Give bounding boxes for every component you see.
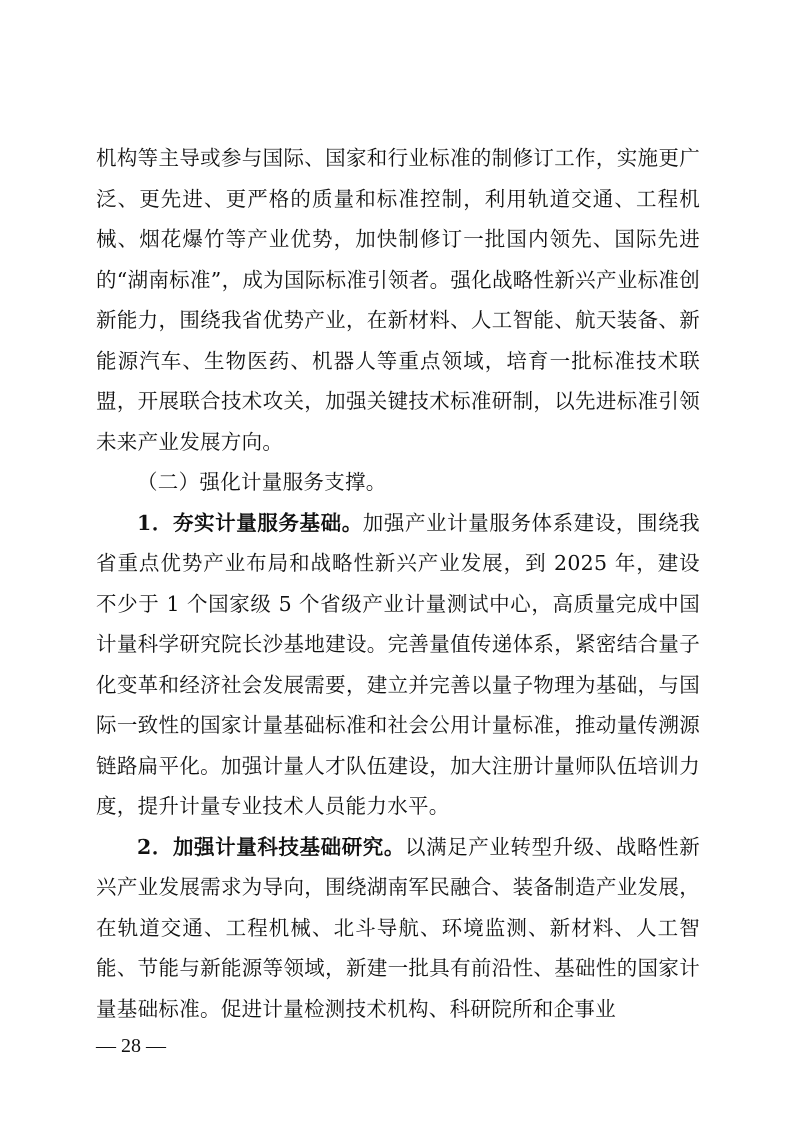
paragraph-lead-heading: 2．加强计量科技基础研究。 (137, 834, 405, 859)
document-body (96, 138, 700, 1029)
section-heading-metrology (96, 462, 700, 503)
section-heading-text: （二）强化计量服务支撑。 (137, 470, 387, 494)
page-number: — 28 — (96, 1035, 166, 1057)
paragraph-text: 以满足产业转型升级、战略性新兴产业发展需求为导向，围绕湖南军民融合、装备制造产业发展，在轨道交通、工程机械、北斗导航、环境监测、新材料、人工智能、节能与新能源等领域，新建一批具有前沿性、基础性的国家计量基础标准。促进计量检测技术机构、科研院所和企事业 (96, 834, 700, 1021)
paragraph-lead-heading: 1．夯实计量服务基础。 (137, 510, 363, 535)
paragraph-standards-continued (96, 138, 700, 462)
paragraph-metrology-research (96, 827, 700, 1030)
paragraph-metrology-foundation (96, 503, 700, 827)
paragraph-text: 机构等主导或参与国际、国家和行业标准的制修订工作，实施更广泛、更先进、更严格的质量和标准控制，利用轨道交通、工程机械、烟花爆竹等产业优势，加快制修订一批国内领先、国际先进的“湖南标准”，成为国际标准引领者。强化战略性新兴产业标准创新能力，围绕我省优势产业，在新材料、人工智能、航天装备、新能源汽车、生物医药、机器人等重点领域，培育一批标准技术联盟，开展联合技术攻关，加强关键技术标准研制，以先进标准引领未来产业发展方向。 (96, 146, 700, 454)
paragraph-text: 加强产业计量服务体系建设，围绕我省重点优势产业布局和战略性新兴产业发展，到 2025 年，建设不少于 1 个国家级 5 个省级产业计量测试中心，高质量完成中国计量科学研究院长沙基地建设。完善量值传递体系，紧密结合量子化变革和经济社会发展需要，建立并完善以量子物理为基础，与国际一致性的国家计量基础标准和社会公用计量标准，推动量传溯源链路扁平化。加强计量人才队伍建设，加大注册计量师队伍培训力度，提升计量专业技术人员能力水平。 (96, 510, 700, 818)
